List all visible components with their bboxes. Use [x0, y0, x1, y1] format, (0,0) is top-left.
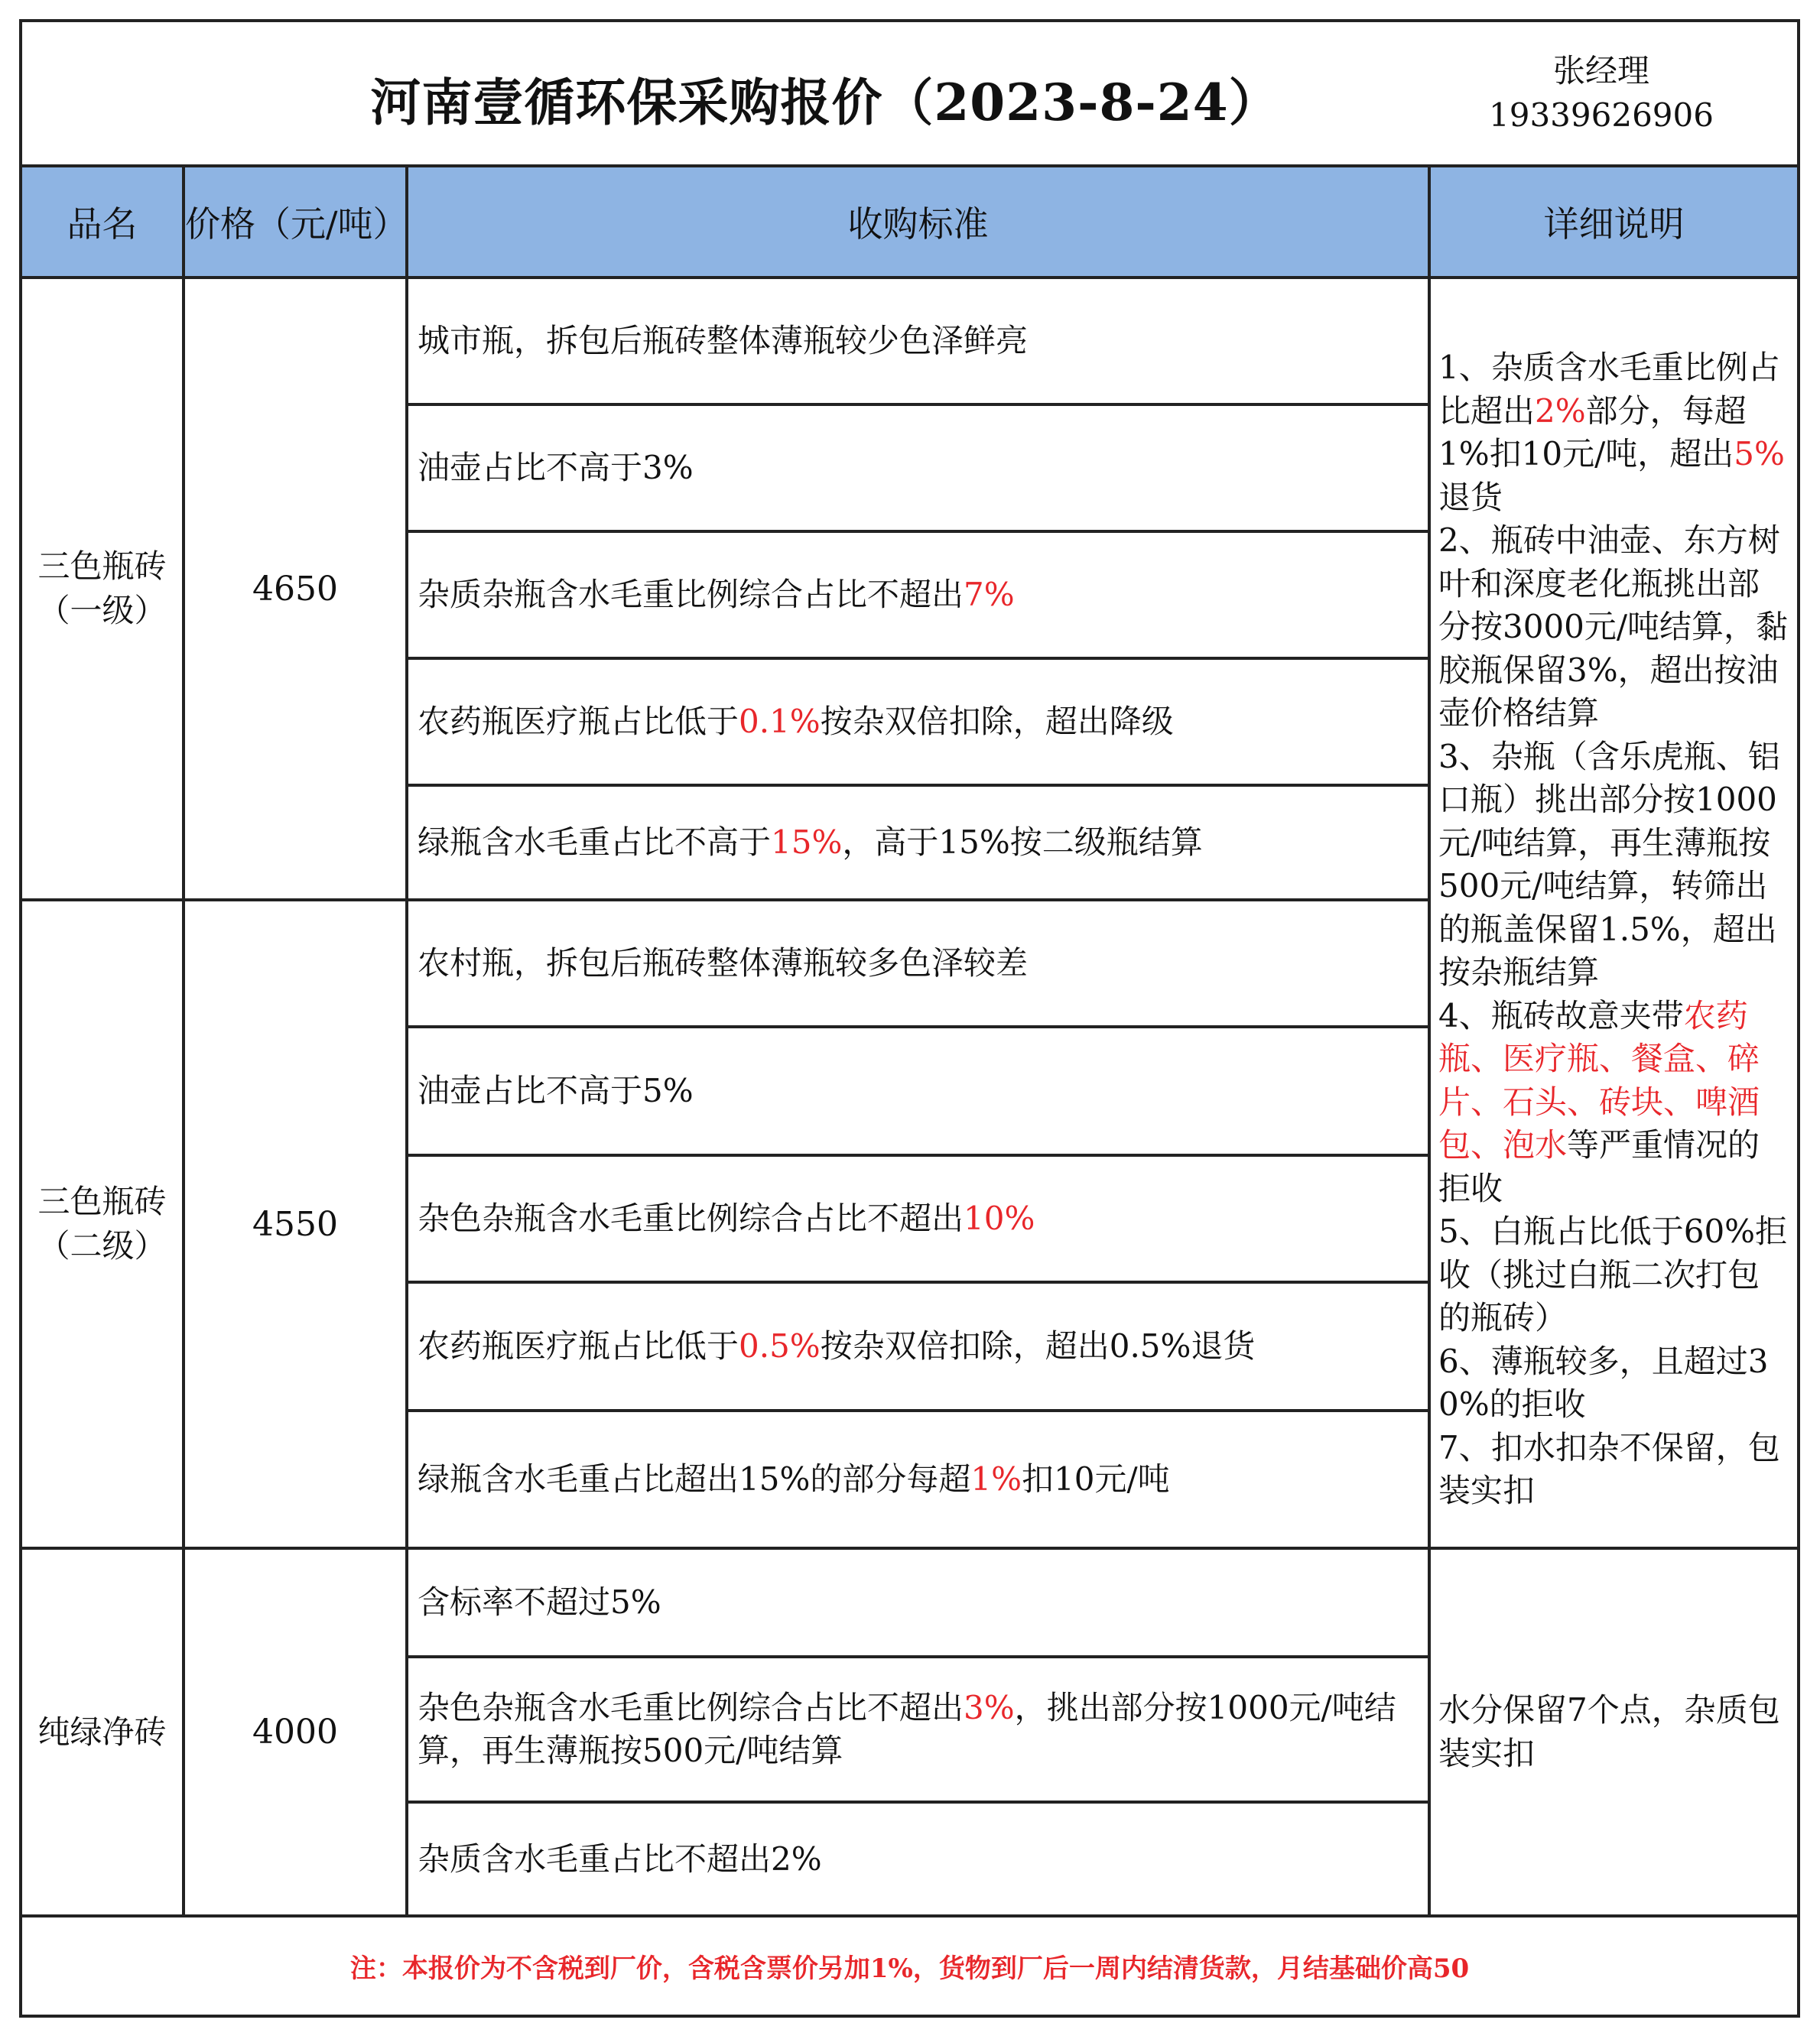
- standard-text: 城市瓶，拆包后瓶砖整体薄瓶较少色泽鲜亮: [418, 322, 1029, 359]
- standard-highlight: 3%: [964, 1689, 1015, 1726]
- detail-item: 7、扣水扣杂不保留，包装实扣: [1438, 1428, 1780, 1509]
- standard-text: 农药瓶医疗瓶占比低于: [418, 1327, 739, 1365]
- detail-item: 1、杂质含水毛重比例占比超出2%部分，每超1%扣10元/吨，超出5%退货: [1438, 349, 1785, 516]
- standard-row: [408, 533, 1431, 660]
- header-product: 品名: [22, 167, 185, 279]
- product-name: 三色瓶砖: [37, 1183, 167, 1220]
- product-grade: （二级）: [37, 1227, 167, 1265]
- product-price: 4000: [185, 1550, 408, 1917]
- product-name-cell: [22, 901, 185, 1550]
- price-sheet: [19, 19, 1800, 2018]
- standard-text: 杂色杂瓶含水毛重比例综合占比不超出: [418, 1689, 964, 1726]
- detail-item: 4、瓶砖故意夹带农药瓶、医疗瓶、餐盒、碎片、石头、砖块、啤酒包、泡水等严重情况的拒收: [1438, 996, 1760, 1207]
- standard-text: 绿瓶含水毛重占比超出15%的部分每超: [418, 1460, 971, 1498]
- standard-text: 按杂双倍扣除，超出降级: [820, 703, 1174, 740]
- standard-row: [408, 901, 1431, 1028]
- product-price: 4650: [185, 279, 408, 901]
- standard-row: [408, 1804, 1431, 1917]
- standard-text: 油壶占比不高于5%: [418, 1072, 694, 1109]
- standard-text: ，高于15%按二级瓶结算: [842, 823, 1203, 861]
- standard-text: 杂质杂瓶含水毛重比例综合占比不超出: [418, 576, 964, 613]
- page-title: 河南壹循环保采购报价（2023-8-24）: [370, 73, 1280, 132]
- footnote: 注：本报价为不含税到厂价，含税含票价另加1%，货物到厂后一周内结清货款，月结基础价高50: [349, 1953, 1470, 1984]
- details-green: [1431, 1550, 1797, 1917]
- details-main: [1431, 279, 1797, 1550]
- product-name: 三色瓶砖: [37, 547, 167, 585]
- standard-text: 杂质含水毛重占比不超出2%: [418, 1840, 822, 1878]
- title-bar: [22, 22, 1797, 167]
- standard-row: [408, 787, 1431, 901]
- standard-text: 扣10元/吨: [1022, 1460, 1170, 1498]
- standard-text: 杂色杂瓶含水毛重比例综合占比不超出: [418, 1200, 964, 1237]
- standard-text: 农村瓶，拆包后瓶砖整体薄瓶较多色泽较差: [418, 944, 1029, 982]
- standard-row: [408, 1658, 1431, 1804]
- standard-text: 绿瓶含水毛重占比不高于: [418, 823, 772, 861]
- header-price: 价格（元/吨）: [185, 167, 408, 279]
- product-name: 纯绿净砖: [37, 1713, 167, 1751]
- standard-row: [408, 279, 1431, 406]
- standard-text: 按杂双倍扣除，超出0.5%退货: [820, 1327, 1256, 1365]
- product-name-cell: [22, 279, 185, 901]
- standard-text: ，挑出部分按1000元/吨结算，再生薄瓶按500元/吨结算: [418, 1689, 1396, 1769]
- standard-row: [408, 1157, 1431, 1284]
- detail-item: 水分保留7个点，杂质包装实扣: [1438, 1691, 1780, 1772]
- standard-highlight: 10%: [964, 1200, 1035, 1237]
- standard-row: [408, 660, 1431, 787]
- standard-text: 农药瓶医疗瓶占比低于: [418, 703, 739, 740]
- product-name-cell: [22, 1550, 185, 1917]
- standard-row: [408, 1284, 1431, 1412]
- detail-item: 6、薄瓶较多，且超过30%的拒收: [1438, 1342, 1769, 1423]
- standard-text: 油壶占比不高于3%: [418, 449, 694, 486]
- product-grade: （一级）: [37, 592, 167, 629]
- standard-highlight: 1%: [970, 1460, 1022, 1498]
- product-price: 4550: [185, 901, 408, 1550]
- detail-item: 3、杂瓶（含乐虎瓶、铝口瓶）挑出部分按1000元/吨结算，再生薄瓶按500元/吨结算，转筛出的瓶盖保留1.5%，超出按杂瓶结算: [1438, 737, 1780, 991]
- standard-row: [408, 1550, 1431, 1658]
- contact-info: [1475, 49, 1727, 138]
- detail-item: 5、白瓶占比低于60%拒收（挑过白瓶二次打包的瓶砖）: [1438, 1213, 1788, 1336]
- standard-row: [408, 1028, 1431, 1157]
- standard-row: [408, 1412, 1431, 1550]
- standard-row: [408, 406, 1431, 533]
- standard-highlight: 0.1%: [739, 703, 821, 740]
- contact-name: 张经理: [1552, 52, 1649, 89]
- header-details: 详细说明: [1431, 167, 1797, 279]
- detail-item: 2、瓶砖中油壶、东方树叶和深度老化瓶挑出部分按3000元/吨结算，黏胶瓶保留3%，超出按油壶价格结算: [1438, 521, 1789, 732]
- standard-text: 含标率不超过5%: [418, 1583, 661, 1621]
- standard-highlight: 15%: [771, 823, 843, 861]
- contact-phone: 19339626906: [1489, 96, 1714, 134]
- standard-highlight: 7%: [964, 576, 1015, 613]
- standard-highlight: 0.5%: [739, 1327, 821, 1365]
- header-standard: 收购标准: [408, 167, 1431, 279]
